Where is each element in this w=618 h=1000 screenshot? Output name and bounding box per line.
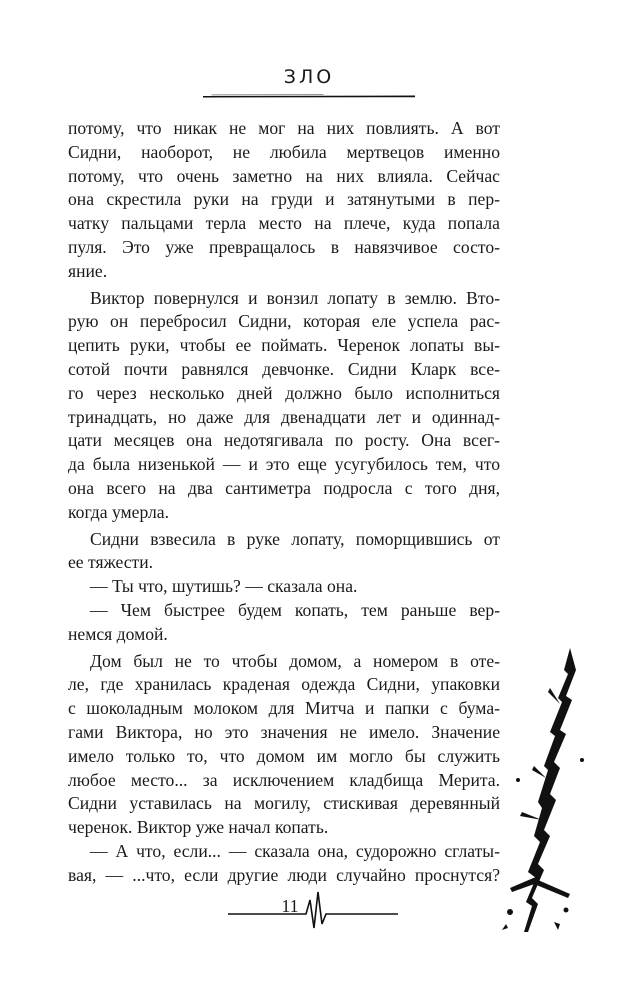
- text-line: Сидни взвесила в руке лопату, поморщившись от: [90, 528, 500, 549]
- text-line: потому, что очень заметно на них влияла. Сейчас: [68, 165, 500, 186]
- text-line: тринадцать, но даже для двенадцати лет и одиннад-: [68, 406, 500, 427]
- text-line: когда умерла.: [68, 501, 170, 522]
- text-line: немся домой.: [68, 623, 168, 644]
- body-text: [68, 117, 500, 888]
- text-line: вая, — ...что, если другие люди случайно проснутся?: [68, 864, 500, 885]
- text-line: ее тяжести.: [68, 552, 154, 573]
- brush-rule-icon: [203, 93, 415, 99]
- text-line: пуля. Это уже превращалось в навязчивое состо-: [68, 236, 500, 257]
- text-line: цепить руки, чтобы ее поймать. Черенок лопаты вы-: [68, 335, 500, 356]
- running-title: ЗЛО: [283, 66, 335, 88]
- text-line: она скрестила руки на груди и затянутыми в пер-: [68, 189, 500, 210]
- pulse-divider-icon: [228, 884, 398, 934]
- text-line: чатку пальцами терла место на плече, куда попала: [68, 213, 500, 234]
- text-line: — Чем быстрее будем копать, тем раньше вер-: [90, 599, 500, 620]
- text-line: Виктор повернулся и вонзил лопату в землю. Вто-: [90, 287, 500, 308]
- text-line: рую он перебросил Сидни, которая еле успела рас-: [68, 311, 500, 332]
- text-line: ле, где хранилась краденая одежда Сидни, упаковки: [68, 674, 500, 695]
- text-line: она всего на два сантиметра подросла с того дня,: [68, 477, 500, 498]
- text-line: любое место... за исключением кладбища Мерита.: [68, 769, 500, 790]
- text-line: яние.: [68, 260, 108, 281]
- text-line: Сидни уставилась на могилу, стискивая деревянный: [68, 793, 500, 814]
- text-line: с шоколадным молоком для Митча и папки с бума-: [68, 698, 500, 719]
- text-line: сотой почти равнялся девчонке. Сидни Кларк все-: [68, 358, 500, 379]
- page-number: 11: [281, 896, 299, 916]
- text-line: Дом был не то чтобы домом, а номером в оте-: [90, 650, 500, 671]
- text-line: цати месяцев она недотягивала по росту. Она всег-: [68, 430, 500, 451]
- text-line: да была низенькой — и это еще усугубилось тем, что: [68, 454, 500, 475]
- ink-crack-icon: [498, 640, 618, 940]
- text-line: черенок. Виктор уже начал копать.: [68, 817, 329, 838]
- text-line: — А что, если... — сказала она, судорожно сглаты-: [90, 840, 500, 861]
- text-line: гами Виктора, но это значения не имело. Значение: [68, 721, 500, 742]
- text-line: го через несколько дней должно было исполниться: [68, 382, 500, 403]
- text-line: потому, что никак не мог на них повлиять. А вот: [68, 118, 500, 138]
- text-line: имело только то, что домом им могло бы служить: [68, 745, 500, 766]
- text-line: Сидни, наоборот, не любила мертвецов именно: [68, 141, 500, 162]
- text-line: — Ты что, шутишь? — сказала она.: [90, 576, 358, 597]
